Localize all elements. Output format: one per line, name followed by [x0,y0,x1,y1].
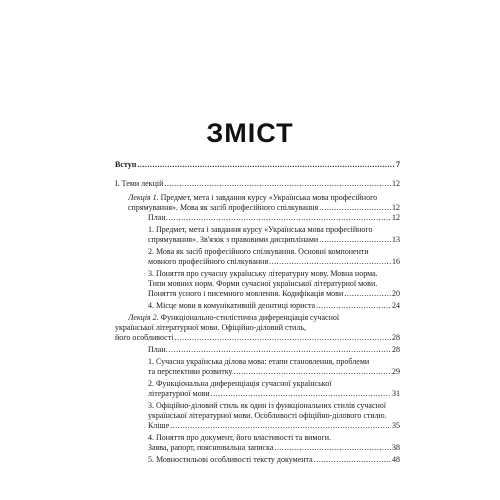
toc-page-number: 31 [392,389,400,398]
toc-leader-dots [319,235,391,245]
toc-page-number: 35 [392,421,400,430]
toc-entry-l2-item-4: Заява, рапорт, пояснювальна записка ..... 38 [148,443,400,453]
toc-entry-intro [115,160,400,170]
toc-entry-l2-item-2: літературної мови ..... 31 [148,389,400,399]
toc-page-number: 24 [392,301,400,310]
lecture-1-label: Лекція 1. [128,193,159,202]
toc-entry-l1-item-3: Поняття усного і писемного мовлення. Кодифікація мови ..... 20 [148,289,400,299]
toc-entry-l2-item-1: та перспективи розвитку ..... 29 [148,367,400,377]
toc-page-number: 28 [392,333,400,342]
toc-page-number: 38 [392,443,400,452]
toc-page-number: 28 [392,345,400,354]
toc-page-number: 12 [392,179,400,188]
toc-leader-dots [211,389,391,399]
toc-leader-dots [169,345,391,355]
toc-entry-label: І. Теми лекцій [115,179,164,188]
toc-entry-l1-item-2: мовного професійного спілкування ..... 16 [148,257,400,267]
toc-leader-dots [274,443,391,453]
toc-item-line: 1. Предмет, мета і завдання курсу «Українська мова професійного [148,225,373,234]
toc-entry-label: Вступ [115,160,137,169]
toc-leader-dots [314,455,391,465]
lecture-2-title-line-2: української літературної мови. Офіційно-діловий стиль, [115,323,306,332]
toc-leader-dots [169,213,391,223]
toc-entry-section-1 [115,179,400,189]
lecture-1-title-line-1: Лекція 1. Предмет, мета і завдання курсу «Українська мова професійного [128,193,378,202]
toc-entry-lecture-2-plan: План. ..... 28 [148,345,400,355]
toc-leader-dots [174,333,391,343]
toc-item-line: 3. Офіційно-діловий стиль як один із функціональних стилів сучасної [148,401,387,410]
toc-page-number: 7 [396,160,400,169]
toc-leader-dots [164,179,391,189]
toc-entry-l2-item-3: Кліше ..... 35 [148,421,400,431]
toc-entry-l2-item-5: 5. Мовностильові особливості тексту документа ..... 48 [148,455,400,465]
toc-page-number: 29 [392,367,400,376]
toc-entry-l1-item-4: 4. Місце мови в комунікативній деонтиці юриста ..... 24 [148,301,400,311]
lecture-2-label: Лекція 2. [128,313,159,322]
toc-entry-lecture-2: його особливості ..... 28 [115,333,400,343]
toc-page-number: 12 [392,203,400,212]
toc-page-number: 16 [392,257,400,266]
toc-item-line: 1. Сучасна українська ділова мова: етапи становлення, проблеми [148,357,370,366]
lecture-2-title-line-1: Лекція 2. Функціонально-стилістична диференціація сучасної [128,313,340,322]
toc-item-line: 2. Мова як засіб професійного спілкування. Основні компоненти [148,247,369,256]
toc-leader-dots [316,301,391,311]
toc-leader-dots [137,160,395,170]
toc-leader-dots [344,289,391,299]
toc-item-line: Типи мовних норм. Форми сучасної української літературної мови. [148,279,378,288]
toc-item-line: української літературної мови. Особливості офіційно-ділового стилю. [148,411,387,420]
toc-entry-lecture-1-plan: План. ..... 12 [148,213,400,223]
toc-item-line: 2. Функціональна диференціація сучасної української [148,379,332,388]
toc-page-number: 12 [392,213,400,222]
toc-leader-dots [170,421,391,431]
toc-leader-dots [233,367,391,377]
toc-page-number: 48 [392,455,400,464]
toc-leader-dots [269,257,391,267]
toc-page-number: 13 [392,235,400,244]
toc-entry-l1-item-1: спрямування». Зв'язок з правовими дисциплінами ..... 13 [148,235,400,245]
toc-leader-dots [319,203,391,213]
toc-entry-lecture-1: спрямування». Мова як засіб професійного спілкування ..... 12 [128,203,400,213]
page-title: ЗМІСТ [206,118,294,148]
toc-page-number: 20 [392,289,400,298]
toc-item-line: 4. Поняття про документ, його властивості та вимоги. [148,433,332,442]
toc-item-line: 3. Поняття про сучасну українську літературну мову. Мовна норма. [148,269,378,278]
